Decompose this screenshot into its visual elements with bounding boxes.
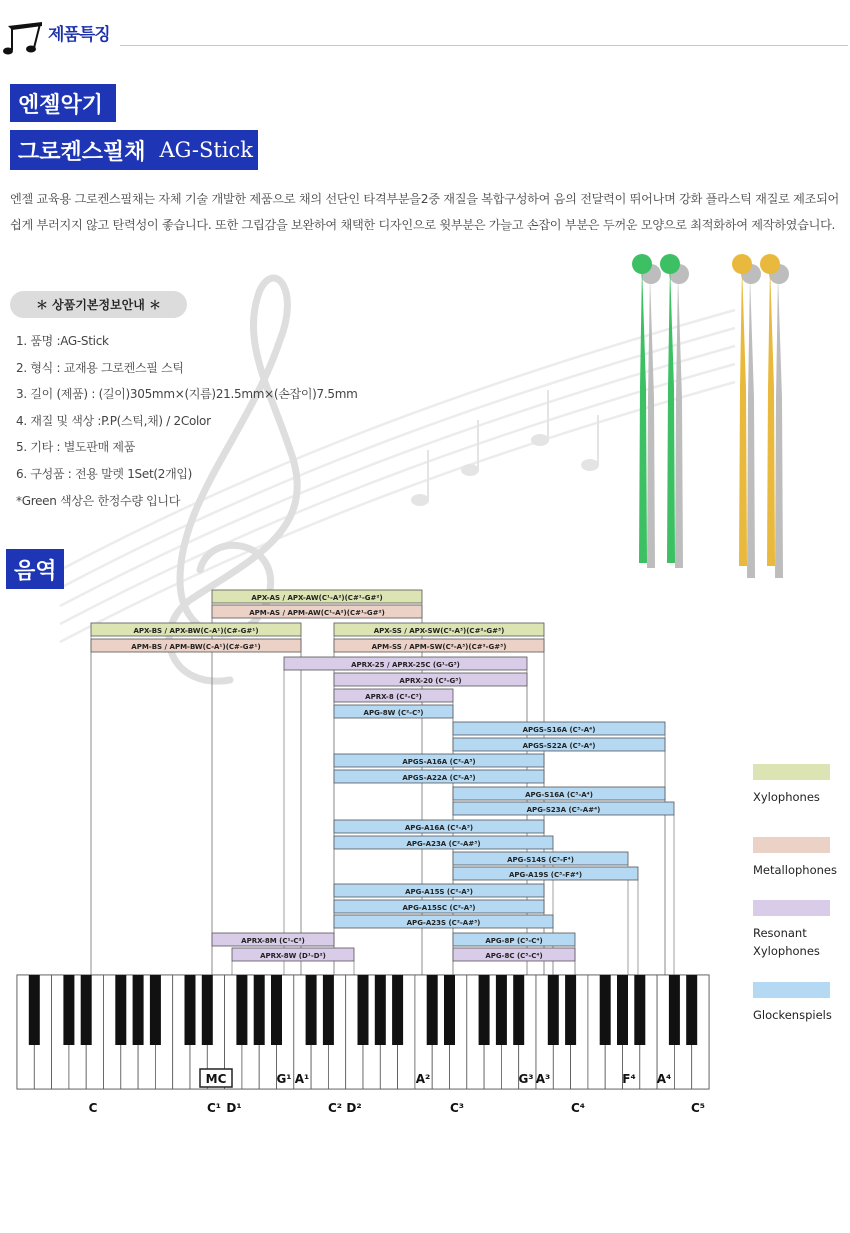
black-key	[81, 975, 92, 1045]
black-key	[565, 975, 576, 1045]
black-key	[600, 975, 611, 1045]
range-bar-label: APM-SS / APM-SW(C²-A³)(C#²-G#³)	[371, 643, 507, 651]
range-bar	[232, 948, 354, 961]
range-bar	[334, 639, 544, 652]
range-bar-label: APGS-A16A (C²-A³)	[402, 758, 476, 766]
section-header	[0, 14, 850, 54]
range-bar	[91, 623, 301, 636]
spec-item-name: 1. 품명 :AG-Stick	[16, 334, 109, 348]
octave-label-c4: C⁴	[570, 1101, 586, 1115]
black-key	[617, 975, 628, 1045]
spec-note: *Green 색상은 한정수량 입니다	[16, 494, 181, 508]
range-bar-label: APRX-25 / APRX-25C (G¹-G³)	[351, 661, 460, 669]
range-bar-label: APM-BS / APM-BW(C-A¹)(C#-G#¹)	[131, 643, 261, 651]
range-bar-label: APG-S16A (C³-A⁴)	[525, 791, 593, 799]
key-label-f4: F⁴	[622, 1072, 636, 1086]
range-bar	[334, 754, 544, 767]
octave-label-c2: C²	[327, 1101, 343, 1115]
range-bar	[91, 639, 301, 652]
spec-item-components: 6. 구성품 : 전용 말렛 1Set(2개입)	[16, 466, 193, 481]
legend-label: Xylophones	[753, 790, 820, 804]
black-key	[63, 975, 74, 1045]
range-bar	[453, 867, 638, 880]
black-key	[29, 975, 40, 1045]
black-key	[202, 975, 213, 1045]
spec-item-material: 4. 재질 및 색상 :P.P(스틱,채) / 2Color	[16, 413, 211, 428]
product-info-title: ＊ 상품기본정보안내 ＊	[10, 291, 187, 318]
black-key	[306, 975, 317, 1045]
range-bar-label: APM-AS / APM-AW(C¹-A²)(C#¹-G#²)	[249, 609, 385, 617]
octave-label-c1: C¹	[206, 1101, 222, 1115]
range-bar-label: APG-A16A (C²-A³)	[404, 824, 474, 832]
legend-item-resonant	[753, 900, 845, 960]
black-key	[375, 975, 386, 1045]
legend-item-metallophones	[753, 837, 845, 879]
key-label-g1: G¹	[276, 1072, 292, 1086]
black-key	[185, 975, 196, 1045]
octave-label-d2: D²	[346, 1101, 362, 1115]
range-bar	[453, 933, 575, 946]
range-bar-label: APRX-8M (C¹-C²)	[241, 937, 305, 945]
octave-label-c: C	[88, 1101, 98, 1115]
black-key	[479, 975, 490, 1045]
range-bar	[212, 590, 422, 603]
legend-label: Metallophones	[753, 863, 837, 877]
legend-item-glockenspiels	[753, 982, 845, 1024]
range-bar	[334, 836, 553, 849]
range-bar-label: APX-BS / APX-BW(C-A¹)(C#-G#¹)	[133, 627, 259, 635]
range-bar	[334, 673, 527, 686]
spec-item-type: 2. 형식 : 교재용 그로켄스필 스틱	[16, 360, 184, 375]
range-bar-label: APRX-8 (C²-C³)	[365, 693, 422, 701]
spec-item-length: 3. 길이 (제품) : (길이)305mm×(지름)21.5mm×(손잡이)7.5mm	[16, 387, 358, 401]
key-label-a4: A⁴	[656, 1072, 672, 1086]
range-bar	[334, 770, 544, 783]
black-key	[669, 975, 680, 1045]
range-bar	[334, 705, 453, 718]
black-key	[271, 975, 282, 1045]
black-key	[323, 975, 334, 1045]
range-bar-label: APG-A15SC (C²-A³)	[402, 904, 476, 912]
key-label-mc: MC	[205, 1072, 227, 1086]
range-bar	[453, 948, 575, 961]
range-bar-label: APG-8P (C³-C⁴)	[485, 937, 543, 945]
black-key	[392, 975, 403, 1045]
intro-text: 엔젤 교육용 그로켄스필채는 자체 기술 개발한 제품으로 채의 선단인 타격부분을2중 재질을 복합구성하여 음의 전달력이 뛰어나며 강화 플라스틱 재질로 제조되어쉽게 부러지지 않고 탄력성이 좋습니다. 또한 그립감을 보완하여 채택한 디자인으로 윗부분은 가늘고 손잡이 부분은 두꺼운 모양으로 최적화하여 제작하였습니다.	[10, 192, 840, 232]
legend-item-xylophones	[753, 764, 845, 806]
range-bar	[453, 852, 628, 865]
range-bar-label: APX-SS / APX-SW(C²-A³)(C#²-G#³)	[373, 627, 505, 635]
range-bar-label: APGS-S22A (C³-A⁴)	[522, 742, 596, 750]
key-label-g3: G³	[518, 1072, 534, 1086]
black-key	[444, 975, 455, 1045]
range-bar-label: APG-S14S (C³-F⁴)	[507, 856, 574, 864]
range-bar	[334, 884, 544, 897]
range-chart	[0, 585, 720, 1125]
black-key	[150, 975, 161, 1045]
range-bar-label: APG-A23A (C²-A#³)	[406, 840, 481, 848]
range-bar	[453, 802, 674, 815]
range-bars	[91, 590, 674, 961]
range-bar	[334, 820, 544, 833]
black-key	[358, 975, 369, 1045]
range-bar	[453, 787, 665, 800]
range-bar-label: APG-A19S (C³-F#⁴)	[508, 871, 583, 879]
range-bar-label: APGS-A22A (C²-A³)	[402, 774, 476, 782]
legend-label: Glockenspiels	[753, 1008, 832, 1022]
range-bar	[334, 623, 544, 636]
legend-swatch-xylophones	[753, 764, 830, 780]
range-bar	[284, 657, 527, 670]
black-key	[634, 975, 645, 1045]
black-key	[115, 975, 126, 1045]
key-label-a3: A³	[535, 1072, 551, 1086]
black-key	[496, 975, 507, 1045]
key-label-a2: A²	[415, 1072, 431, 1086]
range-bar	[212, 605, 422, 618]
legend-label: Resonant Xylophones	[753, 926, 820, 958]
range-bar-label: APG-S23A (C³-A#⁴)	[526, 806, 601, 814]
range-bar	[212, 933, 334, 946]
octave-label-c3: C³	[449, 1101, 465, 1115]
range-bar	[334, 915, 553, 928]
brand-tag: 엔젤악기	[10, 84, 116, 122]
range-bar-label: APRX-20 (C²-G³)	[399, 677, 462, 685]
range-bar-label: APGS-S16A (C³-A⁴)	[522, 726, 596, 734]
section-title: 제품특징	[48, 25, 110, 45]
mallet-sticks-image	[620, 248, 790, 588]
product-tag	[10, 130, 258, 170]
music-note-icon	[2, 18, 46, 58]
key-label-a1: A¹	[294, 1072, 310, 1086]
legend-swatch-resonant	[753, 900, 830, 916]
black-key	[427, 975, 438, 1045]
range-bar-label: APG-8W (C²-C³)	[363, 709, 424, 717]
black-key	[254, 975, 265, 1045]
range-bar-label: APX-AS / APX-AW(C¹-A²)(C#¹-G#²)	[251, 594, 383, 602]
range-bar-label: APRX-8W (D¹-D²)	[260, 952, 326, 960]
range-bar	[453, 722, 665, 735]
black-key	[686, 975, 697, 1045]
range-tag: 음역	[6, 549, 64, 589]
product-english-name: AG-Stick	[159, 138, 253, 162]
range-bar	[453, 738, 665, 751]
octave-label-c5: C⁵	[690, 1101, 706, 1115]
range-bar	[334, 900, 544, 913]
octave-label-d1: D¹	[226, 1101, 242, 1115]
black-key	[236, 975, 247, 1045]
spec-item-etc: 5. 기타 : 별도판매 제품	[16, 440, 135, 454]
piano-keyboard	[17, 975, 709, 1089]
black-key	[548, 975, 559, 1045]
range-bar-label: APG-8C (C³-C⁴)	[485, 952, 543, 960]
range-bar	[334, 689, 453, 702]
range-bar-label: APG-A23S (C²-A#³)	[406, 919, 481, 927]
black-key	[513, 975, 524, 1045]
legend-swatch-metallophones	[753, 837, 830, 853]
header-divider	[120, 45, 848, 46]
legend-swatch-glockenspiels	[753, 982, 830, 998]
black-key	[133, 975, 144, 1045]
product-name: 그로켄스필채	[18, 139, 146, 165]
range-bar-label: APG-A15S (C²-A³)	[405, 888, 473, 896]
spec-list	[16, 331, 357, 490]
